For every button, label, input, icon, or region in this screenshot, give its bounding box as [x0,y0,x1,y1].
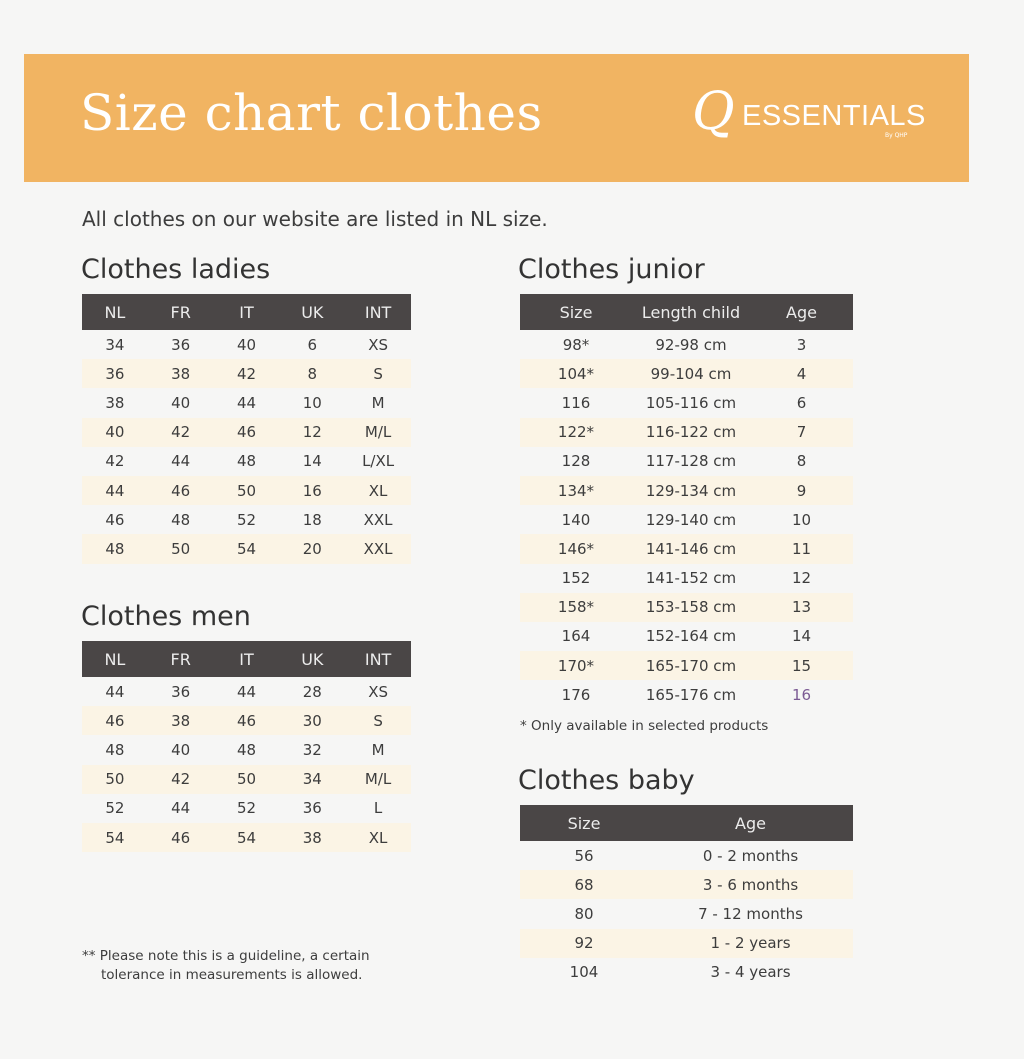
table-cell: 40 [171,393,191,412]
table-row [520,505,853,534]
table-row [82,359,411,388]
table-cell: XS [368,682,388,701]
table-header-row [520,294,853,330]
table-cell: XL [345,476,411,505]
table-cell: 46 [148,476,214,505]
table-cell: 52 [236,799,257,818]
table-cell: 42 [214,359,280,388]
table-cell: 6 [307,335,318,354]
column-header: FR [148,294,214,330]
men-table [82,641,411,852]
table-cell: 104* [520,359,632,388]
table-cell: M/L [345,418,411,447]
table-cell: 46 [105,510,125,529]
table-cell: 80 [574,904,594,923]
table-cell: 170* [520,651,632,680]
table-header-row [82,641,411,677]
table-cell: 18 [302,510,322,529]
table-cell: 3 - 4 years [710,963,791,982]
ladies-title: Clothes ladies [81,254,271,285]
table-cell: 68 [520,870,648,899]
baby-title: Clothes baby [518,765,695,796]
table-cell: 3 - 6 months [648,870,853,899]
table-cell: 38 [148,706,214,735]
table-row [82,794,411,823]
intro-text: All clothes on our website are listed in NL size. [82,207,548,231]
table-cell: 46 [214,418,280,447]
table-cell: 36 [171,682,191,701]
table-cell: XS [368,335,388,354]
table-cell: 48 [171,510,191,529]
table-cell: 9 [750,476,853,505]
table-cell: 92 [520,929,648,958]
table-header-row [520,805,853,841]
table-cell: 141-146 cm [632,534,750,563]
table-cell: XL [345,823,411,852]
table-cell: 165-170 cm [632,651,750,680]
table-row [520,418,853,447]
column-header: NL [82,641,148,677]
table-cell: 50 [214,476,280,505]
table-cell: 8 [279,359,345,388]
brand-logo [692,82,932,152]
page-title: Size chart clothes [80,84,543,142]
table-cell: 32 [302,740,322,759]
table-cell: 38 [105,393,125,412]
table-row [520,622,853,651]
baby-table [520,805,853,987]
table-row [82,534,411,563]
table-cell: 48 [82,534,148,563]
table-cell: XXL [345,534,411,563]
column-header: FR [148,641,214,677]
table-cell: 16 [279,476,345,505]
table-row [82,505,411,534]
table-cell: 6 [796,393,807,412]
table-cell: 117-128 cm [645,452,737,471]
table-cell: 38 [148,359,214,388]
table-cell: 98* [562,335,590,354]
table-cell: 48 [236,740,257,759]
table-row [520,958,853,987]
table-cell: 4 [750,359,853,388]
table-cell: 52 [105,799,125,818]
table-cell: 34 [105,335,125,354]
table-row [520,680,853,709]
table-cell: 164 [561,627,591,646]
table-cell: 56 [574,846,594,865]
table-header-row [82,294,411,330]
table-cell: 104 [569,963,599,982]
table-cell: 50 [148,534,214,563]
table-cell: L [373,799,383,818]
table-cell: 42 [148,765,214,794]
table-cell: 42 [105,452,125,471]
table-cell: 10 [302,393,322,412]
footnote-line-1: ** Please note this is a guideline, a certain [82,948,370,964]
footnote-line-2: tolerance in measurements is allowed. [101,967,363,983]
table-cell: S [345,359,411,388]
ladies-table [82,294,411,564]
table-cell: 116-122 cm [632,418,750,447]
header-banner [24,54,969,182]
logo-q-mark: Q [692,82,735,142]
table-row [82,735,411,764]
table-cell: 44 [105,682,125,701]
column-header: UK [279,294,345,330]
table-cell: 44 [236,682,257,701]
table-cell: 48 [105,740,125,759]
table-cell: 36 [82,359,148,388]
column-header: IT [214,641,280,677]
table-cell: 13 [750,593,853,622]
table-cell: 1 - 2 years [648,929,853,958]
men-title: Clothes men [81,601,251,632]
table-cell: 14 [302,452,322,471]
table-row [520,447,853,476]
table-cell: 46 [82,706,148,735]
table-cell: 146* [520,534,632,563]
table-cell: XXL [363,510,393,529]
table-cell: 134* [520,476,632,505]
table-row [520,593,853,622]
table-row [82,330,411,359]
table-cell: 140 [561,510,591,529]
table-row [520,330,853,359]
table-cell: 16 [791,685,812,704]
table-row [82,418,411,447]
column-header: Size [520,294,632,330]
table-cell: 153-158 cm [632,593,750,622]
table-cell: 165-176 cm [645,685,737,704]
table-cell: 122* [520,418,632,447]
table-row [520,841,853,870]
column-header: Length child [632,294,750,330]
table-cell: 40 [171,740,191,759]
table-cell: 48 [236,452,257,471]
table-row [520,929,853,958]
column-header: IT [214,294,280,330]
table-cell: 36 [302,799,322,818]
table-cell: 54 [82,823,148,852]
table-row [82,706,411,735]
table-cell: 42 [148,418,214,447]
junior-note: * Only available in selected products [520,718,769,734]
table-cell: 12 [279,418,345,447]
table-cell: 46 [214,706,280,735]
table-cell: 116 [561,393,591,412]
table-row [82,476,411,505]
column-header: UK [279,641,345,677]
table-cell: 28 [302,682,322,701]
table-cell: 52 [236,510,257,529]
column-header: Age [750,294,853,330]
table-row [520,359,853,388]
table-cell: 44 [171,799,191,818]
column-header: INT [345,641,411,677]
table-cell: 99-104 cm [632,359,750,388]
table-cell: 11 [750,534,853,563]
table-cell: 14 [791,627,812,646]
table-cell: 128 [561,452,591,471]
table-row [520,899,853,928]
table-cell: 30 [279,706,345,735]
table-cell: 3 [796,335,807,354]
table-cell: L/XL [362,452,395,471]
table-cell: 34 [279,765,345,794]
table-row [82,823,411,852]
table-cell: 44 [82,476,148,505]
table-row [82,388,411,417]
table-row [520,534,853,563]
table-cell: 176 [561,685,591,704]
table-row [520,388,853,417]
table-cell: S [345,706,411,735]
table-cell: 152-164 cm [645,627,737,646]
table-cell: 54 [214,823,280,852]
table-cell: 158* [520,593,632,622]
table-cell: 44 [236,393,257,412]
table-row [520,870,853,899]
table-cell: 129-140 cm [645,510,737,529]
table-cell: 44 [171,452,191,471]
junior-title: Clothes junior [518,254,705,285]
table-cell: 36 [171,335,191,354]
column-header: NL [82,294,148,330]
table-cell: 46 [148,823,214,852]
table-cell: M [371,740,385,759]
junior-table [520,294,853,709]
table-cell: 54 [214,534,280,563]
table-cell: 50 [214,765,280,794]
table-cell: 10 [791,510,812,529]
table-cell: 15 [750,651,853,680]
table-cell: 129-134 cm [632,476,750,505]
table-cell: 152 [561,569,591,588]
table-cell: 141-152 cm [645,569,737,588]
table-cell: 0 - 2 months [702,846,799,865]
table-cell: 105-116 cm [645,393,737,412]
table-row [82,447,411,476]
table-cell: 40 [82,418,148,447]
table-cell: 20 [279,534,345,563]
table-cell: 38 [279,823,345,852]
table-cell: 8 [796,452,807,471]
table-cell: 7 - 12 months [698,904,803,923]
table-cell: 7 [750,418,853,447]
table-cell: 40 [236,335,257,354]
logo-byline: By QHP [885,132,908,139]
table-row [82,677,411,706]
table-cell: 50 [82,765,148,794]
column-header: Age [648,805,853,841]
table-cell: M/L [345,765,411,794]
table-cell: 92-98 cm [655,335,727,354]
column-header: Size [520,805,648,841]
table-row [520,564,853,593]
table-row [82,765,411,794]
column-header: INT [345,294,411,330]
table-cell: 12 [791,569,812,588]
table-cell: M [371,393,385,412]
logo-wordmark: ESSENTIALS [742,100,926,132]
table-row [520,651,853,680]
table-row [520,476,853,505]
